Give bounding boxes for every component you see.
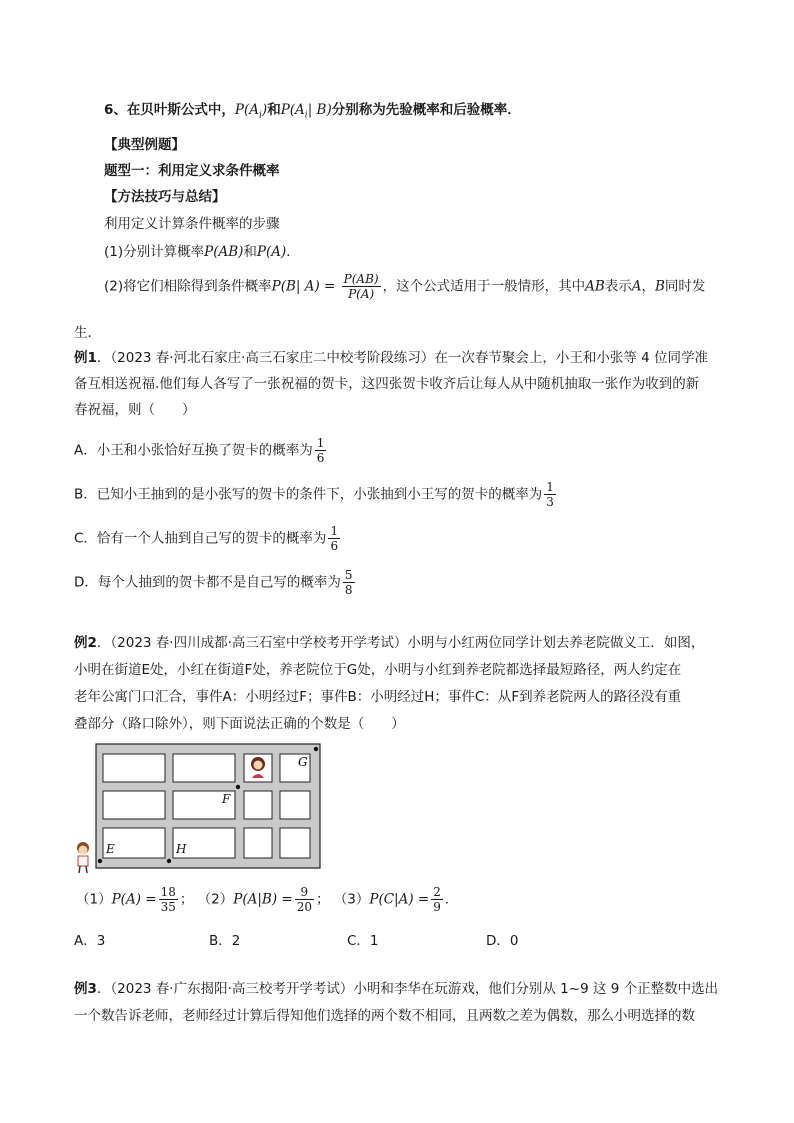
example-2-line1: 例2．（2023 春·四川成都·高三石室中学校考开学考试）小明与小红两位同学计划去养老院做义工．如图， (74, 635, 705, 651)
label-h: H (176, 842, 187, 856)
point-g (314, 747, 318, 751)
example-3-line1: 例3．（2023 春·广东揭阳·高三校考开学考试）小明和李华在玩游戏，他们分别从 1~9 这 9 个正整数中选出 (74, 981, 719, 997)
point-h (167, 859, 171, 863)
example-2-statements: （1）P(A) = $\frac{18}{35}$ ； （2）P(A|B) = $\frac{9}{20}$ ； （3）P(C|A) = $\frac{2}{9}$ ． (76, 885, 459, 914)
example-2-line3: 老年公寓门口汇合，事件A：小明经过F；事件B：小明经过H；事件C：从F到养老院两人的路径没有重 (74, 689, 682, 705)
example-2-line4: 叠部分（路口除外），则下面说法正确的个数是（ ） (74, 716, 405, 732)
step-1: (1)分别计算概率P(AB)和P(A)． (104, 244, 300, 260)
type1-title: 题型一：利用定义求条件概率 (104, 163, 280, 179)
option-b: B．已知小王抽到的是小张写的贺卡的条件下，小张抽到小王写的贺卡的概率为 $\frac{1}{3}$ (74, 480, 554, 509)
option-a: A．小王和小张恰好互换了贺卡的概率为 $\frac{1}{6}$ (74, 436, 325, 465)
example-2-line2: 小明在街道E处，小红在街道F处，养老院位于G处，小明与小红到养老院都选择最短路径，两人约定在 (74, 662, 682, 678)
choice-b: B．2 (209, 933, 241, 949)
label-e: E (106, 842, 115, 856)
typical-examples-header: 【典型例题】 (104, 137, 185, 153)
street-map-figure (72, 740, 324, 874)
boy-icon (77, 842, 89, 873)
step-2: (2)将它们相除得到条件概率P(B| A) = $\frac{P(AB)}{P(A)}$ ，这个公式适用于一般情形，其中AB表示A，B同时发 (104, 272, 706, 301)
example-3-line2: 一个数告诉老师，老师经过计算后得知他们选择的两个数不相同，且两数之差为偶数，那么小明选择的数 (74, 1008, 695, 1024)
example-1-line3: 春祝福，则（ ） (74, 402, 196, 418)
choice-d: D．0 (486, 933, 519, 949)
choice-c: C．1 (347, 933, 379, 949)
label-f: F (222, 792, 231, 806)
example-1-line2: 备互相送祝福.他们每人各写了一张祝福的贺卡，这四张贺卡收齐后让每人从中随机抽取一张作为收到的新 (74, 376, 700, 392)
label-g: G (298, 755, 308, 769)
point-f (236, 785, 240, 789)
bayes-note: 6、在贝叶斯公式中，$P(A_i)$和$P(A_i|$ B)分别称为先验概率和后验概率． (104, 102, 521, 121)
choice-a: A．3 (74, 933, 106, 949)
steps-intro: 利用定义计算条件概率的步骤 (104, 216, 280, 232)
method-header: 【方法技巧与总结】 (104, 189, 226, 205)
option-c: C．恰有一个人抽到自己写的贺卡的概率为 $\frac{1}{6}$ (74, 524, 339, 553)
option-d: D．每个人抽到的贺卡都不是自己写的概率为 $\frac{5}{8}$ (74, 568, 353, 597)
step-2-continued: 生． (74, 325, 101, 341)
point-e (98, 859, 102, 863)
example-1-line1: 例1．（2023 春·河北石家庄·高三石家庄二中校考阶段练习）在一次春节聚会上，小王和小张等 4 位同学准 (74, 350, 709, 366)
